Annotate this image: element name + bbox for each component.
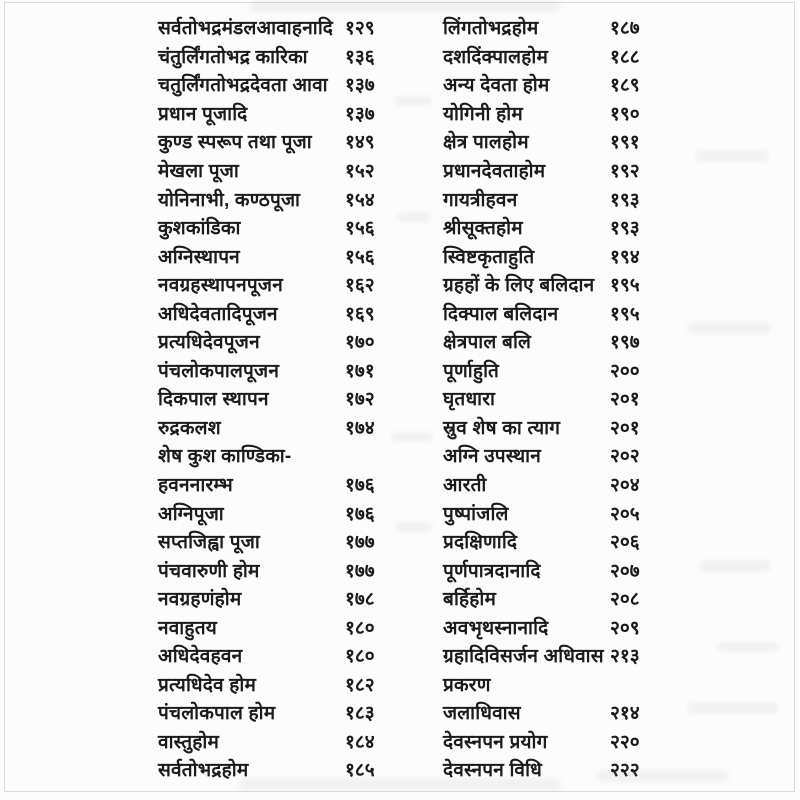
toc-row <box>158 70 390 99</box>
entry-title: कुशकांडिका <box>158 218 241 240</box>
entry-title: पंचलोकपाल होम <box>158 703 276 725</box>
toc-row <box>443 241 678 270</box>
entry-title: चतुर्लिंगतोभद्रदेवता आवा <box>158 75 328 97</box>
entry-title: आरती <box>443 475 487 497</box>
toc-row <box>158 13 390 42</box>
entry-title: गायत्रीहवन <box>443 189 518 211</box>
toc-row <box>158 384 390 413</box>
entry-title: योगिनी होम <box>443 103 523 125</box>
entry-page-number: २०१ <box>610 417 640 439</box>
toc-column-right <box>443 13 678 784</box>
entry-title: पूर्णपात्रदानादि <box>443 560 541 582</box>
entry-title: पंचलोकपालपूजन <box>158 360 280 382</box>
entry-page-number: २१३ <box>610 646 640 668</box>
entry-title: प्रदक्षिणादि <box>443 532 518 554</box>
entry-page-number: १७८ <box>345 589 375 611</box>
toc-row <box>443 441 678 470</box>
toc-row <box>443 413 678 442</box>
entry-title: जलाधिवास <box>443 703 521 725</box>
toc-row <box>443 698 678 727</box>
entry-page-number: १८८ <box>610 46 640 68</box>
entry-title: वास्तुहोम <box>158 731 220 753</box>
entry-page-number: २०५ <box>610 503 640 525</box>
entry-title: स्रुव शेष का त्याग <box>443 417 561 439</box>
toc-row <box>443 527 678 556</box>
entry-page-number: १५६ <box>345 246 375 268</box>
toc-row <box>158 698 390 727</box>
toc-row <box>158 127 390 156</box>
entry-page-number: १४९ <box>345 132 375 154</box>
toc-row <box>158 441 390 470</box>
entry-title: प्रकरण <box>443 674 491 696</box>
toc-row <box>158 270 390 299</box>
entry-title: सप्तजिह्वा पूजा <box>158 532 260 554</box>
entry-title: लिंगतोभद्रहोम <box>443 18 539 40</box>
entry-title: अधिदेवहवन <box>158 646 243 668</box>
entry-title: पुष्पांजलि <box>443 503 509 525</box>
entry-page-number: १७७ <box>345 532 375 554</box>
entry-title: नवाहुतय <box>158 617 217 639</box>
toc-row <box>443 641 678 670</box>
entry-page-number: १८२ <box>345 674 375 696</box>
toc-row <box>443 384 678 413</box>
entry-page-number: १७१ <box>345 360 375 382</box>
toc-row <box>158 727 390 756</box>
entry-page-number: १५४ <box>345 189 375 211</box>
entry-page-number: २२० <box>610 731 640 753</box>
entry-page-number: १७६ <box>345 503 375 525</box>
toc-row <box>158 612 390 641</box>
entry-title: सर्वतोभद्रमंडलआवाहनादि <box>158 18 334 40</box>
entry-page-number: २०९ <box>610 617 640 639</box>
entry-page-number: १६२ <box>345 275 375 297</box>
entry-title: बर्हिहोम <box>443 589 497 611</box>
toc-row <box>158 498 390 527</box>
entry-page-number: १९५ <box>610 275 640 297</box>
bleedthrough-artifact <box>718 642 778 652</box>
toc-row <box>158 241 390 270</box>
entry-page-number: १९३ <box>610 218 640 240</box>
entry-title: घृतधारा <box>443 389 496 411</box>
toc-row <box>443 612 678 641</box>
toc-row <box>158 99 390 128</box>
entry-page-number: २१४ <box>610 703 640 725</box>
toc-row <box>158 298 390 327</box>
toc-row <box>443 42 678 71</box>
toc-row <box>158 670 390 699</box>
bleedthrough-artifact <box>688 702 778 714</box>
toc-row <box>443 127 678 156</box>
entry-title: प्रत्यधिदेव होम <box>158 674 257 696</box>
entry-page-number: १८३ <box>345 703 375 725</box>
entry-page-number: १८७ <box>610 18 640 40</box>
toc-row <box>443 156 678 185</box>
bleedthrough-artifact <box>700 560 770 572</box>
entry-title: क्षेत्रपाल बलि <box>443 332 532 354</box>
bleedthrough-artifact <box>250 1 560 12</box>
toc-row <box>158 184 390 213</box>
entry-title: स्विष्टकृताहुति <box>443 246 535 268</box>
entry-page-number: १९७ <box>610 332 640 354</box>
entry-page-number: २०४ <box>610 475 640 497</box>
entry-title: शेष कुश काण्डिका- <box>158 446 292 468</box>
toc-row <box>443 327 678 356</box>
entry-title: दिक्पाल बलिदान <box>443 303 559 325</box>
entry-title: योनिनाभी, कण्ठपूजा <box>158 189 301 211</box>
entry-page-number: १९४ <box>610 246 640 268</box>
toc-row <box>443 498 678 527</box>
toc-row <box>443 670 678 699</box>
bleedthrough-artifact <box>688 322 770 334</box>
entry-title: श्रीसूक्तहोम <box>443 218 523 240</box>
entry-title: रुद्रकलश <box>158 417 221 439</box>
entry-page-number: १५६ <box>345 218 375 240</box>
entry-page-number: १७२ <box>345 389 375 411</box>
entry-title: देवस्नपन प्रयोग <box>443 731 548 753</box>
entry-page-number: २०६ <box>610 532 640 554</box>
bleedthrough-artifact <box>395 96 431 106</box>
toc-row <box>443 213 678 242</box>
entry-title: अधिदेवतादिपूजन <box>158 303 278 325</box>
entry-page-number: १७७ <box>345 560 375 582</box>
entry-title: अग्निस्थापन <box>158 246 240 268</box>
entry-title: चंतुर्लिंगतोभद्र कारिका <box>158 46 308 68</box>
toc-row <box>443 727 678 756</box>
toc-row <box>443 13 678 42</box>
entry-page-number: २०२ <box>610 446 640 468</box>
entry-page-number: १५२ <box>345 161 375 182</box>
toc-row <box>443 356 678 385</box>
toc-row <box>158 470 390 499</box>
toc-row <box>443 270 678 299</box>
toc-row <box>443 555 678 584</box>
entry-page-number: १९२ <box>610 161 640 182</box>
entry-title: अग्निपूजा <box>158 503 224 525</box>
entry-title: प्रधानदेवताहोम <box>443 161 546 182</box>
entry-page-number: २०७ <box>610 560 640 582</box>
entry-title: कुण्ड स्परूप तथा पूजा <box>158 132 312 154</box>
entry-page-number: १७६ <box>345 475 375 497</box>
entry-page-number: १२९ <box>345 18 375 40</box>
entry-page-number: २०० <box>610 360 640 382</box>
entry-title: प्रधान पूजादि <box>158 103 248 125</box>
toc-row <box>443 584 678 613</box>
toc-row <box>443 755 678 784</box>
toc-row <box>443 470 678 499</box>
toc-row <box>158 42 390 71</box>
toc-column-left <box>158 13 390 784</box>
toc-row <box>158 641 390 670</box>
entry-page-number: १३७ <box>345 75 375 97</box>
toc-row <box>158 213 390 242</box>
entry-page-number: १९३ <box>610 189 640 211</box>
bleedthrough-artifact <box>396 522 432 532</box>
toc-row <box>158 527 390 556</box>
toc-row <box>158 356 390 385</box>
bleedthrough-artifact <box>398 212 430 222</box>
toc-row <box>158 555 390 584</box>
entry-title: नवग्रहस्थापनपूजन <box>158 275 283 297</box>
entry-title: दशदिंक्पालहोम <box>443 46 549 68</box>
entry-title: नवग्रहणंहोम <box>158 589 242 611</box>
entry-page-number: १७४ <box>345 417 375 439</box>
toc-row <box>443 298 678 327</box>
toc-row <box>443 70 678 99</box>
toc-row <box>158 413 390 442</box>
entry-title: ग्रहहों के लिए बलिदान <box>443 275 595 297</box>
entry-page-number: १८० <box>345 617 375 639</box>
entry-page-number: १९५ <box>610 303 640 325</box>
entry-page-number: २२२ <box>610 760 640 782</box>
entry-page-number: २०८ <box>610 589 640 611</box>
bleedthrough-artifact <box>392 432 432 442</box>
entry-page-number: १८५ <box>345 760 375 782</box>
entry-title: दिकपाल स्थापन <box>158 389 269 411</box>
entry-page-number: १३६ <box>345 46 375 68</box>
entry-title: क्षेत्र पालहोम <box>443 132 529 154</box>
entry-page-number: १८९ <box>610 75 640 97</box>
entry-title: अग्नि उपस्थान <box>443 446 542 468</box>
entry-page-number: १९१ <box>610 132 640 154</box>
entry-title: अवभृथस्नानादि <box>443 617 549 639</box>
toc-row <box>158 327 390 356</box>
toc-row <box>443 184 678 213</box>
entry-title: ग्रहादिविसर्जन अधिवास <box>443 646 604 668</box>
entry-page-number: १८० <box>345 646 375 668</box>
entry-title: हवननारम्भ <box>158 475 233 497</box>
entry-title: मेखला पूजा <box>158 161 239 182</box>
entry-title: पंचवारुणी होम <box>158 560 260 582</box>
toc-row <box>158 755 390 784</box>
entry-page-number: १३७ <box>345 103 375 125</box>
entry-title: अन्य देवता होम <box>443 75 550 97</box>
entry-page-number: १६९ <box>345 303 375 325</box>
toc-row <box>443 99 678 128</box>
entry-page-number: १९० <box>610 103 640 125</box>
entry-title: सर्वतोभद्रहोम <box>158 760 249 782</box>
entry-title: प्रत्यधिदेवपूजन <box>158 332 260 354</box>
entry-title: देवस्नपन विधि <box>443 760 542 782</box>
entry-title: पूर्णाहुति <box>443 360 500 382</box>
entry-page-number: १८४ <box>345 731 375 753</box>
bleedthrough-artifact <box>696 150 768 162</box>
toc-row <box>158 584 390 613</box>
entry-page-number: १७० <box>345 332 375 354</box>
toc-row <box>158 156 390 185</box>
entry-page-number: २०१ <box>610 389 640 411</box>
